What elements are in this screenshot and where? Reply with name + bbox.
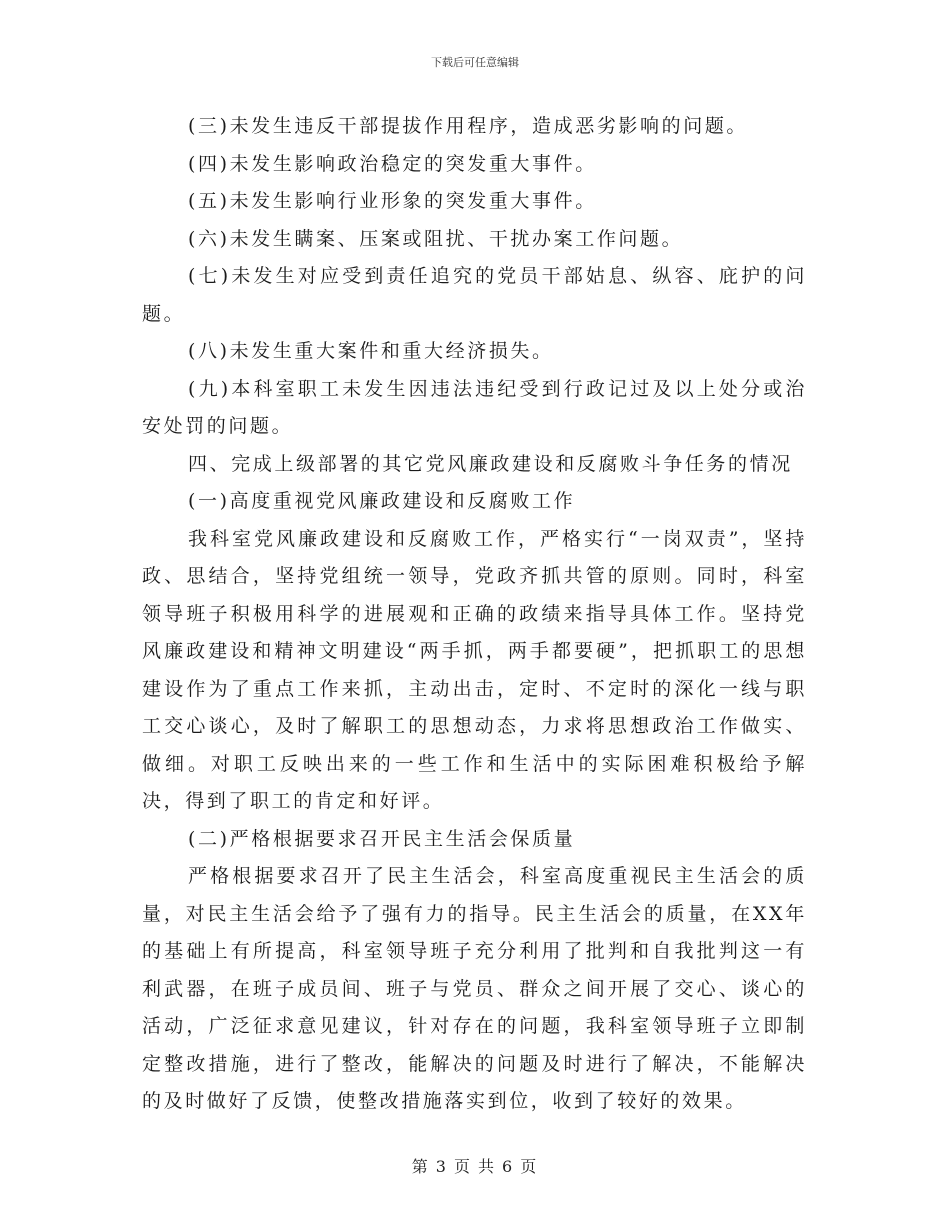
- total-page-number: 6: [502, 1157, 515, 1176]
- document-body: [142, 108, 807, 1121]
- paragraph-item-3: (三)未发生违反干部提拔作用程序，造成恶劣影响的问题。: [188, 115, 749, 137]
- footer-total-label: 共: [478, 1157, 497, 1176]
- footer-suffix: 页: [520, 1157, 539, 1176]
- subsection-heading-2: (二)严格根据要求召开民主生活会保质量: [188, 827, 576, 850]
- section-heading-4: 四、完成上级部署的其它党风廉政建设和反腐败斗争任务的情况: [188, 452, 793, 475]
- paragraph-item-5: (五)未发生影响行业形象的突发重大事件。: [188, 190, 597, 212]
- paragraph-item-9: (九)本科室职工未发生因违法违纪受到行政记过及以上处分或治安处罚的问题。: [142, 377, 807, 437]
- paragraph-item-8: (八)未发生重大案件和重大经济损失。: [188, 340, 554, 362]
- body-paragraph-1: 我科室党风廉政建设和反腐败工作，严格实行“一岗双责”，坚持政、思结合，坚持党组统一领导，党政齐抓共管的原则。同时，科室领导班子积极用科学的进展观和正确的政绩来指导具体工作。坚持党风廉政建设和精神文明建设“两手抓，两手都要硬”，把抓职工的思想建设作为了重点工作来抓，主动出击，定时、不定时的深化一线与职工交心谈心，及时了解职工的思想动态，力求将思想政治工作做实、做细。对职工反映出来的一些工作和生活中的实际困难积极给予解决，得到了职工的肯定和好评。: [142, 527, 807, 812]
- page-footer: [0, 1154, 950, 1177]
- footer-page-label: 页: [453, 1157, 472, 1176]
- page-header: 下载后可任意编辑: [431, 56, 519, 69]
- paragraph-item-7: (七)未发生对应受到责任追究的党员干部姑息、纵容、庇护的问题。: [142, 265, 807, 325]
- subsection-heading-1: (一)高度重视党风廉政建设和反腐败工作: [188, 490, 576, 512]
- body-paragraph-2: 严格根据要求召开了民主生活会，科室高度重视民主生活会的质量，对民主生活会给予了强有力的指导。民主生活会的质量，在XX年的基础上有所提高，科室领导班子充分利用了批判和自我批判这一有利武器，在班子成员间、班子与党员、群众之间开展了交心、谈心的活动，广泛征求意见建议，针对存在的问题，我科室领导班子立即制定整改措施，进行了整改，能解决的问题及时进行了解决，不能解决的及时做好了反馈，使整改措施落实到位，收到了较好的效果。: [142, 865, 807, 1112]
- current-page-number: 3: [435, 1157, 448, 1176]
- footer-prefix: 第: [411, 1157, 430, 1176]
- paragraph-item-6: (六)未发生瞒案、压案或阻扰、干扰办案工作问题。: [188, 227, 684, 250]
- paragraph-item-4: (四)未发生影响政治稳定的突发重大事件。: [188, 152, 597, 175]
